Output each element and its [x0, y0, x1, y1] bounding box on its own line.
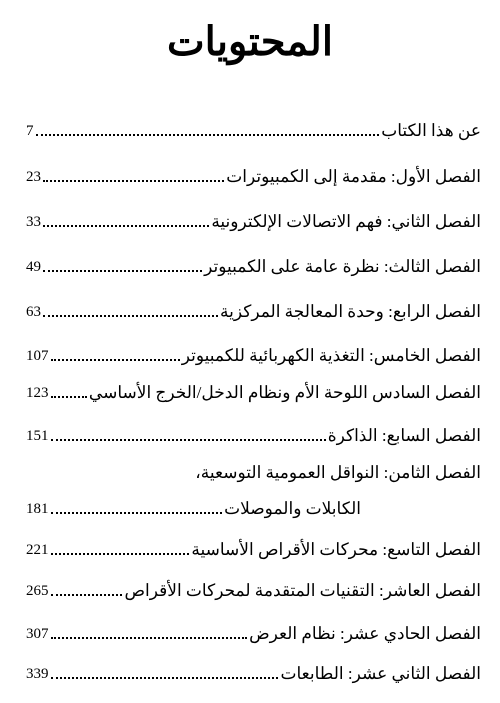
dot-leader	[43, 315, 218, 317]
page-title: المحتويات	[167, 18, 333, 65]
toc-entry-chapter-8-line-2	[26, 494, 481, 520]
dot-leader	[51, 439, 326, 441]
dot-leader	[43, 225, 209, 227]
toc-entry-page: 151	[26, 428, 49, 444]
toc-entry-chapter-9	[26, 535, 481, 561]
toc-entry-page: 107	[26, 348, 49, 364]
dot-leader	[36, 134, 380, 136]
dot-leader	[51, 396, 87, 398]
dot-leader	[51, 637, 248, 639]
toc-entry-page: 123	[26, 385, 49, 401]
toc-entry-chapter-3	[26, 252, 481, 278]
toc-entry-page: 265	[26, 583, 49, 599]
dot-leader	[51, 677, 279, 679]
toc-entry-chapter-11	[26, 619, 481, 645]
dot-leader	[51, 359, 180, 361]
toc-entry-label: الفصل الرابع: وحدة المعالجة المركزية	[220, 302, 481, 321]
toc-entry-label: الفصل الثاني: فهم الاتصالات الإلكترونية	[211, 212, 481, 231]
toc-entry-page: 49	[26, 259, 41, 275]
toc-entry-page: 181	[26, 501, 49, 517]
toc-entry-chapter-10	[26, 576, 481, 602]
toc-entry-chapter-4	[26, 297, 481, 323]
toc-entry-chapter-7	[26, 421, 481, 447]
toc-entry-page: 23	[26, 169, 41, 185]
dot-leader	[51, 594, 123, 596]
toc-entry-page: 307	[26, 626, 49, 642]
toc-entry-page: 63	[26, 304, 41, 320]
toc-entry-label: الفصل التاسع: محركات الأقراص الأساسية	[191, 540, 481, 559]
toc-entry-page: 7	[26, 123, 34, 139]
toc-entry-chapter-1	[26, 162, 481, 188]
toc-entry-label: عن هذا الكتاب	[381, 121, 481, 140]
toc-entry-page: 339	[26, 666, 49, 682]
toc-entry-label: الفصل الأول: مقدمة إلى الكمبيوترات	[226, 167, 481, 186]
dot-leader	[43, 270, 202, 272]
toc-entry-label: الفصل السابع: الذاكرة	[327, 426, 481, 445]
toc-entry-label: الفصل العاشر: التقنيات المتقدمة لمحركات الأقراص	[124, 581, 481, 600]
toc-entry-chapter-2	[26, 207, 481, 233]
toc-entry-chapter-5	[26, 341, 481, 367]
toc-entry-page: 33	[26, 214, 41, 230]
toc-entry-chapter-12	[26, 659, 481, 685]
toc-entry-label: الكابلات والموصلات	[224, 499, 361, 518]
toc-entry-label: الفصل الثالث: نظرة عامة على الكمبيوتر	[204, 257, 481, 276]
toc-entry-page: 221	[26, 542, 49, 558]
toc-entry-label: الفصل الثاني عشر: الطابعات	[280, 664, 481, 683]
toc-entry-label: الفصل الخامس: التغذية الكهربائية للكمبيوتر	[181, 346, 481, 365]
toc-entry-chapter-8-line-1	[26, 458, 481, 484]
toc-entry-label: الفصل السادس اللوحة الأم ونظام الدخل/الخرج الأساسي	[88, 383, 481, 402]
dot-leader	[51, 553, 190, 555]
dot-leader	[51, 512, 223, 514]
toc-entry-label: الفصل الحادي عشر: نظام العرض	[249, 624, 481, 643]
toc-entry-chapter-6	[26, 378, 481, 404]
toc-entry-label: الفصل الثامن: النواقل العمومية التوسعية،	[195, 463, 481, 482]
toc-entry-about-book	[26, 116, 481, 142]
dot-leader	[43, 180, 224, 182]
